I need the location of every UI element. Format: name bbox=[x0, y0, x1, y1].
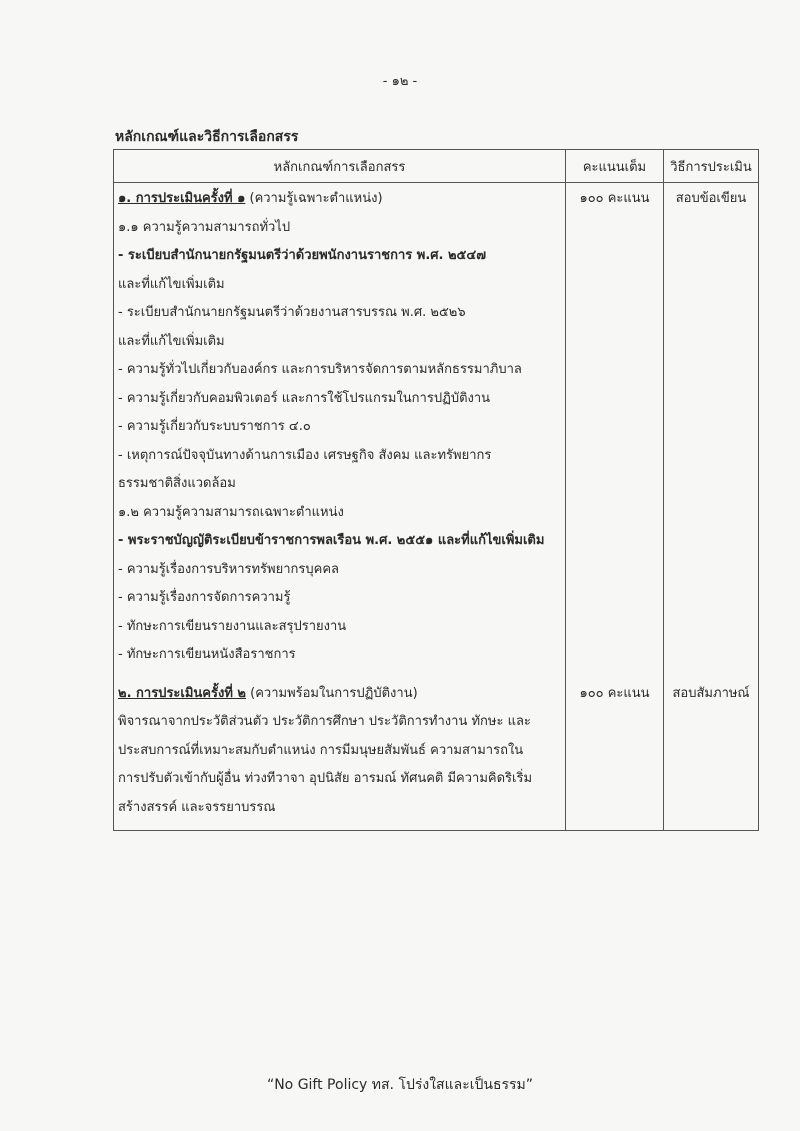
table-header-row bbox=[114, 150, 759, 183]
criteria-line: - ความรู้ทั่วไปเกี่ยวกับองค์กร และการบริหารจัดการตามหลักธรรมาภิบาล bbox=[118, 362, 522, 377]
method-cell: สอบข้อเขียน bbox=[664, 183, 759, 678]
criteria-line: ๑.๒ ความรู้ความสามารถเฉพาะตำแหน่ง bbox=[118, 504, 344, 520]
criteria-line: การปรับตัวเข้ากับผู้อื่น ท่วงทีวาจา อุปนิสัย อารมณ์ ทัศนคติ มีความคิดริเริ่ม bbox=[118, 771, 533, 786]
header-full-score: คะแนนเต็ม bbox=[566, 150, 664, 183]
criteria-line: ประสบการณ์ที่เหมาะสมกับตำแหน่ง การมีมนุษยสัมพันธ์ ความสามารถใน bbox=[118, 742, 524, 758]
section-heading-line bbox=[118, 187, 561, 216]
section-heading-line bbox=[118, 682, 561, 711]
method-cell: สอบสัมภาษณ์ bbox=[664, 678, 759, 831]
section-heading: ๒. การประเมินครั้งที่ ๒ bbox=[118, 685, 246, 701]
section-title: หลักเกณฑ์และวิธีการเลือกสรร bbox=[115, 129, 299, 145]
footer-slogan: “No Gift Policy ทส. โปร่งใสและเป็นธรรม” bbox=[266, 1077, 534, 1093]
section-note: (ความพร้อมในการปฏิบัติงาน) bbox=[246, 685, 418, 701]
criteria-line: - ทักษะการเขียนหนังสือราชการ bbox=[118, 647, 296, 662]
criteria-line: - ระเบียบสำนักนายกรัฐมนตรีว่าด้วยงานสารบรรณ พ.ศ. ๒๕๒๖ bbox=[118, 305, 466, 320]
header-criteria: หลักเกณฑ์การเลือกสรร bbox=[114, 150, 566, 183]
criteria-line: - ความรู้เกี่ยวกับระบบราชการ ๔.๐ bbox=[118, 419, 311, 434]
criteria-line: พิจารณาจากประวัติส่วนตัว ประวัติการศึกษา ประวัติการทำงาน ทักษะ และ bbox=[118, 714, 531, 729]
criteria-line: และที่แก้ไขเพิ่มเติม bbox=[118, 333, 225, 349]
table-row bbox=[114, 678, 759, 831]
selection-criteria-table bbox=[113, 149, 759, 831]
criteria-line: และที่แก้ไขเพิ่มเติม bbox=[118, 276, 225, 292]
criteria-line: - ความรู้เรื่องการจัดการความรู้ bbox=[118, 590, 291, 605]
criteria-line: - พระราชบัญญัติระเบียบข้าราชการพลเรือน พ.ศ. ๒๕๕๑ และที่แก้ไขเพิ่มเติม bbox=[118, 533, 545, 548]
full-score-cell: ๑๐๐ คะแนน bbox=[566, 678, 664, 831]
section-heading: ๑. การประเมินครั้งที่ ๑ bbox=[118, 191, 246, 206]
criteria-line: สร้างสรรค์ และจรรยาบรรณ bbox=[118, 799, 276, 815]
table-row bbox=[114, 183, 759, 678]
criteria-line: - ความรู้เกี่ยวกับคอมพิวเตอร์ และการใช้โปรแกรมในการปฏิบัติงาน bbox=[118, 390, 491, 406]
criteria-line: - เหตุการณ์ปัจจุบันทางด้านการเมือง เศรษฐกิจ สังคม และทรัพยากร bbox=[118, 447, 492, 463]
criteria-line: ธรรมชาติสิ่งแวดล้อม bbox=[118, 476, 236, 491]
full-score-cell: ๑๐๐ คะแนน bbox=[566, 183, 664, 678]
header-method: วิธีการประเมิน bbox=[664, 150, 759, 183]
criteria-line: - ทักษะการเขียนรายงานและสรุปรายงาน bbox=[118, 618, 347, 634]
criteria-line: ๑.๑ ความรู้ความสามารถทั่วไป bbox=[118, 219, 291, 235]
page-number: - ๑๒ - bbox=[382, 74, 418, 89]
criteria-cell bbox=[114, 678, 566, 831]
criteria-line: - ความรู้เรื่องการบริหารทรัพยากรบุคคล bbox=[118, 561, 339, 577]
criteria-cell bbox=[114, 183, 566, 678]
criteria-line: - ระเบียบสำนักนายกรัฐมนตรีว่าด้วยพนักงานราชการ พ.ศ. ๒๕๔๗ bbox=[118, 248, 487, 263]
section-note: (ความรู้เฉพาะตำแหน่ง) bbox=[245, 191, 383, 206]
